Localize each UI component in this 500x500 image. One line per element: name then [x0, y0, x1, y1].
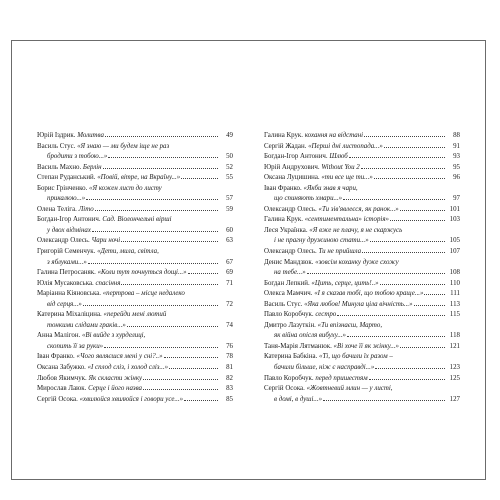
toc-entry[interactable] — [264, 131, 460, 142]
author-name: Оксана Луцишина. — [264, 174, 322, 182]
dot-leader — [390, 215, 445, 221]
author-name: Павло Коробчук. — [264, 374, 316, 382]
toc-entry-line — [264, 310, 460, 321]
poem-title: «Якби знав я чари, — [303, 184, 358, 192]
toc-entry-line — [37, 352, 233, 363]
poem-title: «Коли тут почнуться дощі...» — [97, 269, 187, 277]
toc-entry[interactable] — [264, 279, 460, 290]
dot-leader — [188, 268, 218, 274]
toc-entry[interactable] — [37, 384, 233, 395]
dot-leader — [104, 342, 218, 348]
toc-entry-line — [37, 300, 233, 311]
toc-entry[interactable] — [37, 352, 233, 363]
toc-entry-line — [264, 342, 460, 353]
dot-leader — [103, 163, 218, 169]
page-number: 57 — [226, 195, 233, 203]
poem-title: Ти не прийшла — [318, 248, 362, 256]
page-number: 97 — [453, 195, 460, 203]
dot-leader — [164, 352, 218, 358]
toc-entry[interactable] — [37, 184, 233, 205]
page-number: 123 — [449, 364, 460, 372]
page-number: 127 — [449, 395, 460, 403]
dot-leader — [184, 395, 218, 401]
author-name: Галина Петросаняк. — [37, 269, 98, 277]
poem-title: Як скласти жінку — [88, 374, 143, 382]
poem-title: «Перші дні листопада...» — [308, 142, 383, 150]
toc-entry[interactable] — [264, 142, 460, 153]
author-name: Олекса Мамчич. — [264, 290, 315, 298]
poem-title: «Чого являєшся мені у сні?..» — [76, 353, 163, 361]
toc-entry-line — [37, 363, 233, 374]
page-number: 67 — [226, 258, 233, 266]
poem-title: Берлін — [82, 163, 102, 171]
toc-entry[interactable] — [264, 384, 460, 405]
dot-leader — [424, 289, 445, 295]
poem-title: «хвилюйся хвилюйся і говори усе...» — [79, 395, 184, 403]
poem-title: «Цить, серце, цить!..» — [311, 279, 379, 287]
toc-entry[interactable] — [264, 374, 460, 385]
toc-left-column — [37, 131, 233, 405]
toc-entry-line — [264, 374, 460, 385]
poem-title: кохання на відстані — [304, 132, 364, 139]
dot-leader — [105, 131, 218, 137]
toc-entry[interactable] — [264, 300, 460, 311]
dot-leader — [375, 363, 445, 369]
dot-leader — [88, 258, 218, 264]
toc-entry-line — [264, 300, 460, 311]
toc-entry[interactable] — [264, 215, 460, 226]
poem-title: Сад. Віолончельні вірші — [102, 216, 172, 224]
toc-entry[interactable] — [37, 331, 233, 352]
toc-entry[interactable] — [37, 374, 233, 385]
dot-leader — [143, 384, 218, 390]
toc-entry[interactable] — [264, 184, 460, 205]
toc-entry-line — [37, 163, 233, 174]
toc-entry-line — [264, 163, 460, 174]
poem-title: Шлюб — [329, 153, 348, 161]
author-name: Мирослав Лаюк. — [37, 385, 89, 393]
poem-title: в домі, в душі...» — [274, 395, 323, 403]
toc-entry-line — [37, 374, 233, 385]
toc-entry[interactable] — [37, 395, 233, 406]
toc-entry-line — [37, 142, 233, 153]
poem-title: «ти все ще ти...» — [321, 174, 373, 182]
poem-title: Чари ночі — [91, 237, 121, 245]
toc-entry[interactable] — [37, 163, 233, 174]
poem-title: «Ві хоче її як жінку...» — [333, 342, 399, 350]
page-number: 63 — [226, 237, 233, 245]
dot-leader — [349, 152, 445, 158]
page-number: 72 — [226, 300, 233, 308]
poem-title: «Яка любов! Минула ціла вічність...» — [304, 300, 413, 308]
author-name: Іван Франко. — [37, 353, 77, 361]
dot-leader — [364, 131, 445, 137]
toc-entry[interactable] — [264, 226, 460, 247]
toc-entry[interactable] — [264, 310, 460, 321]
toc-entry-line — [264, 395, 460, 406]
toc-entry-line — [264, 289, 460, 300]
page-number: 111 — [450, 290, 460, 298]
toc-entry-line — [37, 236, 233, 247]
author-name: Богдан-Ігор Антонич. — [37, 216, 103, 224]
author-name: Олександр Олесь. — [37, 237, 92, 245]
poem-title: «Ті, що бачили їх разом – — [319, 353, 393, 361]
toc-entry-line — [37, 226, 233, 237]
toc-entry-line — [264, 194, 460, 205]
toc-entry[interactable] — [264, 342, 460, 353]
poem-title: бачили більше, ніж є насправді...» — [274, 364, 375, 372]
author-name: Василь Махно. — [37, 163, 83, 171]
author-name: Юрій Андрухович. — [264, 163, 322, 171]
toc-entry-line — [37, 331, 233, 342]
dot-leader — [370, 236, 445, 242]
author-name: Іван Франко. — [264, 184, 304, 192]
dot-leader — [362, 247, 445, 253]
author-name: Галина Крук. — [264, 216, 305, 224]
page-number: 85 — [226, 395, 233, 403]
poem-title: що спиняють хмари...» — [274, 195, 343, 203]
toc-entry-line — [37, 205, 233, 216]
toc-entry[interactable] — [37, 289, 233, 310]
author-name: Павло Коробчук. — [264, 311, 316, 319]
toc-entry-line — [37, 152, 233, 163]
author-name: Галина Крук. — [264, 132, 305, 139]
author-name: Олена Теліга. — [37, 205, 79, 213]
toc-entry[interactable] — [37, 247, 233, 268]
page-number: 118 — [449, 332, 460, 340]
toc-entry[interactable] — [264, 152, 460, 163]
poem-title: Літо — [78, 205, 94, 213]
dot-leader — [92, 226, 218, 232]
poem-title: у двох відмінах — [47, 226, 91, 234]
toc-entry[interactable] — [264, 173, 460, 184]
toc-entry-line — [264, 215, 460, 226]
author-name: Любов Якимчук. — [37, 374, 89, 382]
dot-leader — [323, 395, 445, 401]
toc-entry[interactable] — [264, 289, 460, 300]
author-name: Маріанна Кіяновська. — [37, 290, 103, 298]
poem-title: скопить її за руки» — [47, 342, 104, 350]
toc-entry-line — [37, 289, 233, 300]
author-name: Катерина Бабкіна. — [264, 353, 320, 361]
page-number: 74 — [226, 321, 233, 329]
poem-title: «І сплод сліз, і холод сліз...» — [87, 364, 169, 372]
author-name: Сергій Жадан. — [264, 142, 309, 150]
page-number: 95 — [453, 163, 460, 171]
author-name: Григорій Семенчук. — [37, 248, 98, 256]
page-number: 115 — [449, 311, 460, 319]
dot-leader — [414, 300, 445, 306]
dot-leader — [347, 331, 445, 337]
poem-title: як війна опісля вибуху...» — [274, 332, 346, 340]
page-number: 81 — [226, 364, 233, 372]
toc-entry-line — [37, 321, 233, 332]
dot-leader — [181, 173, 218, 179]
toc-entry[interactable] — [264, 163, 460, 174]
toc-entry[interactable] — [37, 142, 233, 163]
author-name: Олександр Олесь. — [264, 205, 319, 213]
page-number: 96 — [453, 174, 460, 182]
page-number: 82 — [226, 374, 233, 382]
toc-entry-line — [37, 310, 233, 321]
author-name: Василь Стус. — [37, 142, 78, 150]
page-number: 60 — [226, 226, 233, 234]
author-name: Леся Українка. — [264, 226, 310, 234]
toc-entry-line — [37, 184, 233, 195]
author-name: Василь Стус. — [264, 300, 305, 308]
poem-title: «І я сказав тобі, що тобою краще...» — [314, 290, 424, 298]
toc-entry-line — [264, 131, 460, 142]
toc-entry[interactable] — [264, 205, 460, 216]
poem-title: «сентиментальна» історія» — [304, 216, 389, 224]
poem-title: тонкими слідами граків...» — [47, 321, 126, 329]
page-number: 76 — [226, 342, 233, 350]
toc-entry-line — [37, 131, 233, 142]
author-name: Богдан Лепкий. — [264, 279, 312, 287]
page-number: 110 — [449, 279, 460, 287]
toc-entry-line — [264, 331, 460, 342]
dot-leader — [83, 300, 218, 306]
page-number: 78 — [226, 353, 233, 361]
author-name: Оксана Забужко. — [37, 364, 88, 372]
page-number: 91 — [453, 142, 460, 150]
poem-title: Серце і його назва — [88, 385, 142, 393]
toc-entry-line — [37, 258, 233, 269]
page-number: 125 — [449, 374, 460, 382]
page-number: 52 — [226, 163, 233, 171]
poem-title: на тебе...» — [274, 269, 306, 277]
page-number: 55 — [226, 174, 233, 182]
poem-title: з яблуками...» — [47, 258, 87, 266]
page-number: 105 — [449, 237, 460, 245]
page-number: 49 — [226, 132, 233, 139]
toc-entry-line — [264, 236, 460, 247]
toc-entry[interactable] — [37, 131, 233, 142]
dot-leader — [374, 173, 445, 179]
poem-title: «зовсім коханку дуже схожу — [315, 258, 399, 266]
poem-title: від серця...» — [47, 300, 82, 308]
dot-leader — [108, 152, 218, 158]
dot-leader — [380, 279, 445, 285]
toc-entry-line — [37, 194, 233, 205]
toc-entry-line — [264, 205, 460, 216]
author-name: Сергій Осока. — [264, 385, 307, 393]
toc-entry-line — [37, 395, 233, 406]
page-number: 103 — [449, 216, 460, 224]
poem-title: «Повій, вітре, на Вкраїну...» — [97, 174, 181, 182]
author-name: Борис Грінченко. — [37, 184, 90, 192]
dot-leader — [337, 310, 445, 316]
toc-entry-line — [264, 247, 460, 258]
page-number: 59 — [226, 205, 233, 213]
page-number: 121 — [449, 342, 460, 350]
poem-title: «Я кожен лист до листу — [89, 184, 162, 192]
page-number: 69 — [226, 269, 233, 277]
toc-entry-line — [264, 226, 460, 237]
dot-leader — [307, 268, 445, 274]
page-number: 50 — [226, 153, 233, 161]
author-name: Катерина Міхаліцина. — [37, 311, 104, 319]
author-name: Юрій Іздрик. — [37, 132, 78, 139]
toc-right-column — [264, 131, 460, 405]
dot-leader — [343, 194, 445, 200]
dot-leader — [121, 279, 218, 285]
poem-title: «Я знаю — ми будем іще не раз — [77, 142, 170, 150]
toc-entry-line — [37, 384, 233, 395]
toc-entry[interactable] — [37, 268, 233, 279]
poem-title: «пертрова – місце недалеко — [102, 290, 185, 298]
toc-entry-line — [264, 184, 460, 195]
toc-entry-line — [264, 173, 460, 184]
page-number: 107 — [449, 248, 460, 256]
poem-title: «Я вже не плачу, я не скаржусь — [309, 226, 403, 234]
page-number: 88 — [453, 132, 460, 139]
toc-entry[interactable] — [37, 310, 233, 331]
poem-title: «Дети, мила, світла, — [97, 248, 159, 256]
author-name: Степан Руданський. — [37, 174, 98, 182]
dot-leader — [400, 342, 445, 348]
toc-entry-line — [37, 215, 233, 226]
poem-title: «Ти впізнаєш, Марто, — [317, 321, 383, 329]
toc-entry[interactable] — [37, 236, 233, 247]
dot-leader — [361, 163, 445, 169]
author-name: Таня-Марія Лятманюк. — [264, 342, 334, 350]
author-name: Денис Мандзюк. — [264, 258, 316, 266]
poem-title: Without You 2 — [321, 163, 360, 171]
toc-entry-line — [264, 258, 460, 269]
dot-leader — [169, 363, 218, 369]
poem-title: «Ти зів'явлеєся, як ранок...» — [318, 205, 399, 213]
poem-title: «Жовтневий млин — у листі, — [306, 385, 393, 393]
poem-title: «перейди мені лютий — [103, 311, 167, 319]
toc-entry-line — [264, 384, 460, 395]
toc-entry-line — [37, 268, 233, 279]
toc-entry[interactable] — [37, 205, 233, 216]
toc-entry[interactable] — [264, 321, 460, 342]
poem-title: і не прагну дружиною стати...» — [274, 237, 369, 245]
page-number: 71 — [226, 279, 233, 287]
page-number: 83 — [226, 385, 233, 393]
poem-title: Молитва — [77, 132, 104, 139]
poem-title: перед пришестям — [315, 374, 368, 382]
poem-title: «Ві вийде з хурделиці, — [81, 332, 146, 340]
toc-entry-line — [264, 152, 460, 163]
toc-entry[interactable] — [264, 247, 460, 258]
poem-title: бродити з тобою...» — [47, 153, 108, 161]
toc-entry[interactable] — [37, 173, 233, 184]
page-number: 113 — [449, 300, 460, 308]
poem-title: сестро — [315, 311, 337, 319]
poem-title: спасіння — [95, 279, 121, 287]
dot-leader — [384, 142, 445, 148]
author-name: Юлія Мусаковська. — [37, 279, 96, 287]
toc-entry[interactable] — [37, 215, 233, 236]
dot-leader — [143, 374, 218, 380]
toc-entry-line — [37, 342, 233, 353]
author-name: Олександр Олесь. — [264, 248, 319, 256]
toc-entry-line — [264, 352, 460, 363]
toc-entry-line — [264, 363, 460, 374]
toc-entry[interactable] — [37, 363, 233, 374]
author-name: Сергій Осока. — [37, 395, 80, 403]
page-number: 93 — [453, 153, 460, 161]
author-name: Богдан-Ігор Антонич. — [264, 153, 330, 161]
poem-title: прикалюю...» — [47, 195, 86, 203]
toc-entry[interactable] — [264, 352, 460, 373]
toc-entry-line — [37, 173, 233, 184]
toc-entry[interactable] — [37, 279, 233, 290]
author-name: Анна Малігон. — [37, 332, 82, 340]
dot-leader — [95, 205, 218, 211]
page-number: 101 — [449, 205, 460, 213]
toc-entry-line — [37, 279, 233, 290]
toc-entry-line — [37, 247, 233, 258]
dot-leader — [86, 194, 218, 200]
author-name: Дмитро Лазуткін. — [264, 321, 318, 329]
toc-entry-line — [264, 279, 460, 290]
toc-entry[interactable] — [264, 258, 460, 279]
page-number: 108 — [449, 269, 460, 277]
dot-leader — [369, 374, 445, 380]
toc-entry-line — [264, 321, 460, 332]
dot-leader — [121, 236, 218, 242]
dot-leader — [400, 205, 445, 211]
toc-entry-line — [264, 268, 460, 279]
dot-leader — [127, 321, 218, 327]
toc-entry-line — [264, 142, 460, 153]
